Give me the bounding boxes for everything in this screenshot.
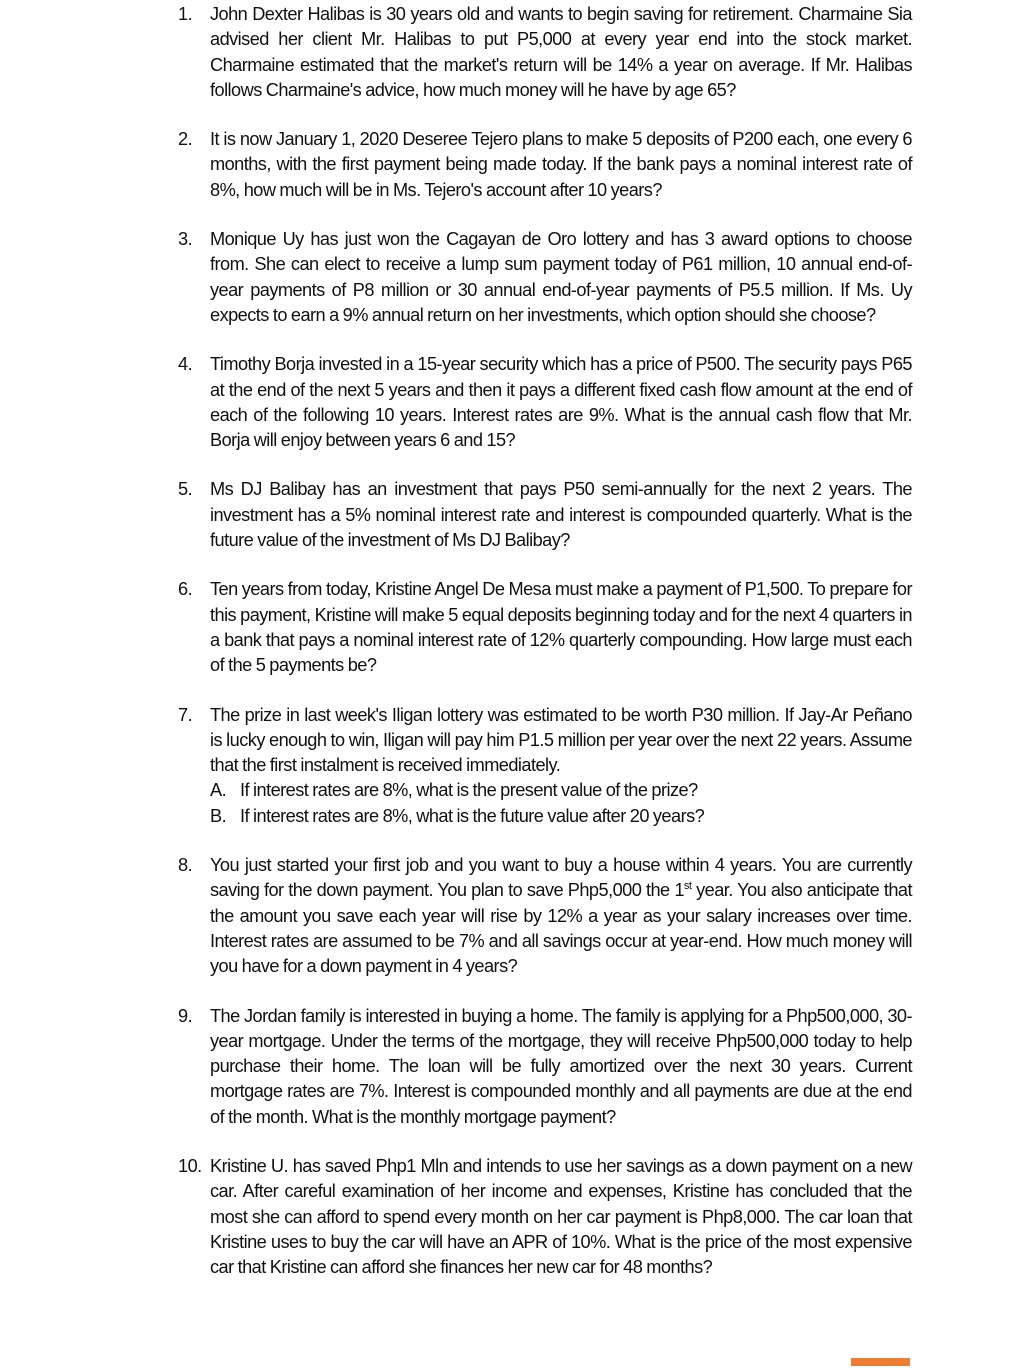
problem-number: 1. <box>178 4 193 24</box>
problem-item-1 <box>178 2 912 103</box>
problem-text: Monique Uy has just won the Cagayan de Oro lottery and has 3 award options to choose from. She can elect to receive a lump sum payment today of P61 million, 10 annual end-of-year payments of P8 million or 30 annual end-of-year payments of P5.5 million. If Ms. Uy expects to earn a 9% annual return on her investments, which option should she choose? <box>210 229 912 325</box>
problem-number: 2. <box>178 129 193 150</box>
problem-item-3 <box>178 227 912 328</box>
sub-question-a <box>210 778 912 803</box>
problem-item-5 <box>178 477 912 553</box>
problem-number: 4. <box>178 354 193 375</box>
problem-text <box>210 853 912 979</box>
problem-text: It is now January 1, 2020 Deseree Tejero plans to make 5 deposits of P200 each, one every 6 months, with the first payment being made today. If the bank pays a nominal interest rate of 8%, how much will be in Ms. Tejero's account after 10 years? <box>210 129 912 200</box>
problem-item-9 <box>178 1004 912 1130</box>
problem-text: Timothy Borja invested in a 15-year security which has a price of P500. The security pays P65 at the end of the next 5 years and then it pays a different fixed cash flow amount at the end of each of the following 10 years. Interest rates are 9%. What is the annual cash flow that Mr. Borja will enjoy between years 6 and 15? <box>210 354 912 451</box>
problem-text-part: You just started your first job and you want to buy a house within 4 years. You are currently saving for the down payment. You plan to save Php5,000 the 1 <box>210 855 912 901</box>
sub-question-text: If interest rates are 8%, what is the future value after 20 years? <box>240 805 705 826</box>
problem-number: 10. <box>178 1155 202 1176</box>
problem-text: The prize in last week's Iligan lottery was estimated to be worth P30 million. If Jay-Ar Peñano is lucky enough to win, Iligan will pay him P1.5 million per year over the next 22 years. Assume that the first instalment is received immediately. <box>210 704 912 776</box>
problem-item-8 <box>178 853 912 979</box>
problem-text: Kristine U. has saved Php1 Mln and intends to use her savings as a down payment on a new car. After careful examination of her income and expenses, Kristine has concluded that the most she can afford to spend every month on her car payment is Php8,000. The car loan that Kristine uses to buy the car will have an APR of 10%. What is the price of the most expensive car that Kristine can afford she finances her new car for 48 months? <box>210 1155 912 1278</box>
footer-accent-bar <box>851 1358 910 1366</box>
problem-text: Ms DJ Balibay has an investment that pays P50 semi-annually for the next 2 years. The investment has a 5% nominal interest rate and interest is compounded quarterly. What is the future value of the investment of Ms DJ Balibay? <box>210 479 912 551</box>
problem-item-7 <box>178 703 912 829</box>
problem-item-2 <box>178 127 912 203</box>
ordinal-superscript: st <box>683 880 692 893</box>
problem-item-10 <box>178 1154 912 1280</box>
problem-text-part: year. You also anticipate that the amount you save each year will rise by 12% a year as your salary increases over time. Interest rates are assumed to be 7% and all savings occur at year-end. How much money will you have for a down payment in 4 years? <box>210 880 912 977</box>
problem-number: 5. <box>178 479 193 500</box>
sub-question-b <box>210 804 912 829</box>
problem-number: 9. <box>178 1005 193 1026</box>
problem-number: 7. <box>178 704 193 725</box>
problem-item-6 <box>178 577 912 678</box>
problem-text: The Jordan family is interested in buying a home. The family is applying for a Php500,000, 30-year mortgage. Under the terms of the mortgage, they will receive Php500,000 today to help purchase their home. The loan will be fully amortized over the next 30 years. Current mortgage rates are 7%. Interest is compounded monthly and all payments are due at the end of the month. What is the monthly mortgage payment? <box>210 1005 912 1127</box>
sub-question-letter: A. <box>210 780 227 801</box>
problem-number: 8. <box>178 855 193 876</box>
document-page <box>178 2 912 1304</box>
sub-question-letter: B. <box>210 805 227 826</box>
problem-item-4 <box>178 352 912 453</box>
problem-list <box>178 2 912 1280</box>
problem-text: Ten years from today, Kristine Angel De Mesa must make a payment of P1,500. To prepare for this payment, Kristine will make 5 equal deposits beginning today and for the next 4 quarters in a bank that pays a nominal interest rate of 12% quarterly compounding. How large must each of the 5 payments be? <box>210 579 912 676</box>
sub-question-list <box>210 778 912 829</box>
problem-number: 3. <box>178 229 193 250</box>
problem-number: 6. <box>178 579 193 600</box>
problem-text: John Dexter Halibas is 30 years old and wants to begin saving for retirement. Charmaine Sia advised her client Mr. Halibas to put P5,000 at every year end into the stock market. Charmaine estimated that the market's return will be 14% a year on average. If Mr. Halibas follows Charmaine's advice, how much money will he have by age 65? <box>210 4 912 100</box>
sub-question-text: If interest rates are 8%, what is the present value of the prize? <box>240 780 698 801</box>
